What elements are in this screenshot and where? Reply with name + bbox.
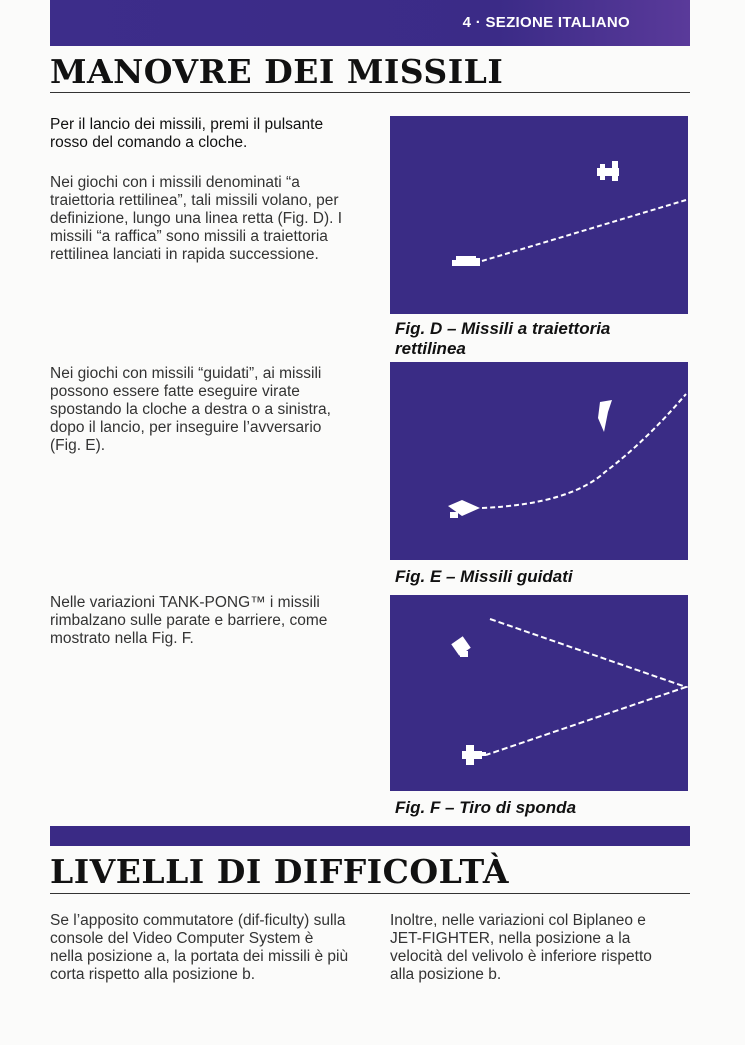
- header-band: [50, 0, 690, 46]
- figure-e-illustration: [390, 362, 688, 560]
- difficulty-title: LIVELLI DI DIFFICOLTÀ: [50, 852, 509, 891]
- figure-d: [390, 116, 688, 314]
- straight-missiles-paragraph: Nei giochi con i missili denominati “a traiettoria rettilinea”, tali missili volano, per definizione, lungo una linea retta (Fig. D). I missili “a raffica” sono missili a traiettoria rettilinea lanciati in rapida successione.: [50, 174, 343, 263]
- missiles-title-rule: [50, 92, 690, 93]
- difficulty-title-rule: [50, 893, 690, 894]
- figure-f: [390, 595, 688, 791]
- figure-e-caption: Fig. E – Missili guidati: [395, 567, 573, 586]
- jet-icon: [598, 400, 612, 432]
- section-divider-band: [50, 826, 690, 846]
- figure-d-illustration: [390, 116, 688, 314]
- guided-missile-trail: [482, 394, 686, 508]
- tank-icon: [451, 636, 470, 657]
- difficulty-paragraph-right: Inoltre, nelle variazioni col Biplaneo e JET-FIGHTER, nella posizione a la velocità del velivolo è inferiore rispetto alla posizione b.: [390, 912, 652, 983]
- missiles-title: MANOVRE DEI MISSILI: [50, 52, 504, 91]
- plane-icon: [597, 161, 619, 181]
- figure-d-caption: Fig. D – Missili a traiettoria rettilinea: [395, 319, 611, 358]
- difficulty-paragraph-left: Se l’apposito commutatore (dif-ficulty) sulla console del Video Computer System è nella posizione a, la portata dei missili è più corta rispetto alla posizione b.: [50, 912, 349, 983]
- missiles-lead-paragraph: Per il lancio dei missili, premi il pulsante rosso del comando a cloche.: [50, 116, 324, 151]
- bouncing-missile-trail: [486, 619, 686, 755]
- section-label: 4 · SEZIONE ITALIANO: [462, 14, 630, 31]
- tank-icon: [448, 500, 480, 518]
- straight-missile-trail: [482, 200, 686, 261]
- tank-pong-paragraph: Nelle variazioni TANK-PONG™ i missili rimbalzano sulle parate e barriere, come mostrato nella Fig. F.: [50, 594, 328, 647]
- guided-missiles-paragraph: Nei giochi con missili “guidati”, ai missili possono essere fatte eseguire virate spostando la cloche a destra o a sinistra, dopo il lancio, per inseguire l’avversario (Fig. E).: [50, 365, 331, 454]
- tank-icon: [452, 256, 480, 266]
- figure-f-caption: Fig. F – Tiro di sponda: [395, 798, 577, 817]
- figure-f-illustration: [390, 595, 688, 791]
- tank-icon: [462, 745, 486, 765]
- figure-e: [390, 362, 688, 560]
